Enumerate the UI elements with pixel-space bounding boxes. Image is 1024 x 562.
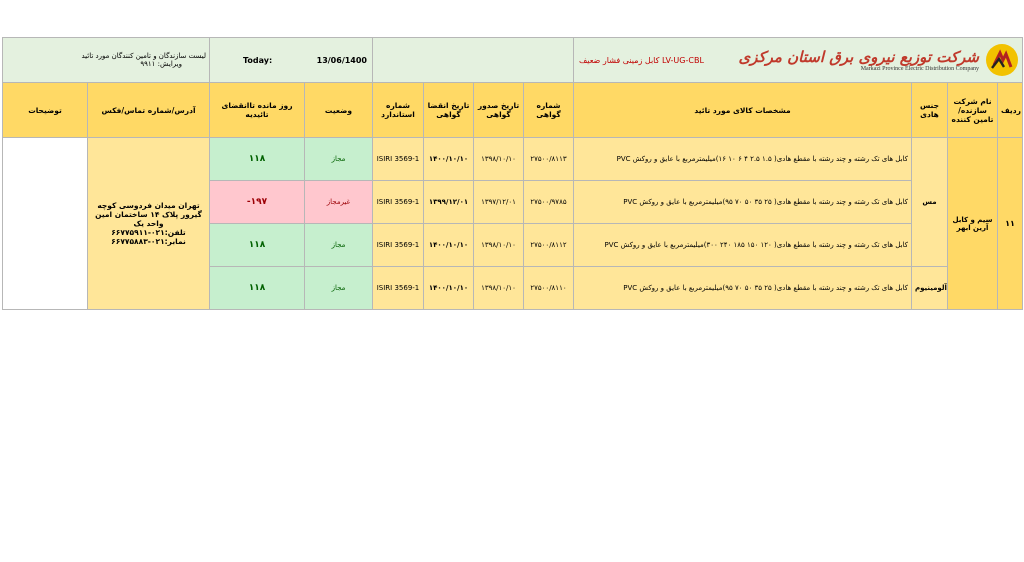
empty-header-cell[interactable] [373,38,574,83]
col-material[interactable]: جنس هادی [912,83,948,138]
col-notes[interactable]: توضیحات [3,83,88,138]
notes-cell[interactable] [3,138,88,310]
days-left-cell[interactable]: ۱۱۸ [210,267,305,310]
col-issue[interactable]: تاریخ صدور گواهی [474,83,524,138]
status-cell[interactable]: مجاز [305,224,373,267]
company-logo [738,43,1019,77]
sheet-header-row [3,38,1023,83]
status-cell[interactable]: غیرمجاز [305,181,373,224]
material-cell[interactable]: آلومینیوم [912,267,948,310]
col-days-left[interactable]: روز مانده تاانقضای تائیدیه [210,83,305,138]
today-date: 13/06/1400 [316,55,367,65]
issue-cell[interactable]: ۱۳۹۸/۱۰/۱۰ [474,267,524,310]
standard-cell[interactable]: ISIRI 3569-1 [373,138,424,181]
edition: ویرایش: ۹۹۱۱ [140,60,182,68]
status-cell[interactable]: مجاز [305,138,373,181]
cert-no-cell[interactable]: ۲۷۵۰۰/۸۱۱۰ [524,267,574,310]
approved-suppliers-table [2,37,1023,310]
column-header-row [3,83,1023,138]
address-cell[interactable] [88,138,210,310]
col-status[interactable]: وضعیت [305,83,373,138]
company-header-cell[interactable] [574,38,1023,83]
status-cell[interactable]: مجاز [305,267,373,310]
days-left-cell[interactable]: ۱۱۸ [210,138,305,181]
expire-cell[interactable]: ۱۳۹۹/۱۲/۰۱ [424,181,474,224]
company-fax: نمابر:۰۲۱-۶۶۷۷۵۸۸۳ [111,237,186,246]
company-address: تهران میدان فردوسی کوچه گیرور پلاک ۱۴ ساختمان امین واحد یک [95,201,202,228]
issue-cell[interactable]: ۱۳۹۸/۱۰/۱۰ [474,224,524,267]
col-standard[interactable]: شماره استاندارد [373,83,424,138]
col-row[interactable]: ردیف [998,83,1023,138]
company-name-fa: شرکت توزیع نیروی برق استان مرکزی [738,48,979,66]
expire-cell[interactable]: ۱۴۰۰/۱۰/۱۰ [424,224,474,267]
spec-cell[interactable]: کابل های تک رشته و چند رشته با مقطع هادی( ۲۵ ۳۵ ۵۰ ۷۰ ۹۵)میلیمترمربع با عایق و روکش PVC [574,267,912,310]
spec-cell[interactable]: کابل های تک رشته و چند رشته با مقطع هادی( ۱۲۰ ۱۵۰ ۱۸۵ ۲۴۰ ۳۰۰)میلیمترمربع با عایق و روکش PVC [574,224,912,267]
col-cert-no[interactable]: شماره گواهی [524,83,574,138]
issue-cell[interactable]: ۱۳۹۷/۱۲/۰۱ [474,181,524,224]
material-cell[interactable]: مس [912,138,948,267]
product-title: کابل زمینی فشار ضعیف LV-UG-CBL [579,55,704,65]
standard-cell[interactable]: ISIRI 3569-1 [373,224,424,267]
standard-cell[interactable]: ISIRI 3569-1 [373,181,424,224]
col-expire[interactable]: تاریخ انقضا گواهی [424,83,474,138]
issue-cell[interactable]: ۱۳۹۸/۱۰/۱۰ [474,138,524,181]
standard-cell[interactable]: ISIRI 3569-1 [373,267,424,310]
spreadsheet [2,37,1022,310]
col-address[interactable]: آدرس/شماره تماس/فکس [88,83,210,138]
cert-no-cell[interactable]: ۲۷۵۰۰/۸۱۱۳ [524,138,574,181]
days-left-cell[interactable]: -۱۹۷ [210,181,305,224]
row-number-cell[interactable]: ۱۱ [998,138,1023,310]
cert-no-cell[interactable]: ۲۷۵۰۰/۸۱۱۲ [524,224,574,267]
cert-no-cell[interactable]: ۲۷۵۰۰/۹۷۸۵ [524,181,574,224]
spec-cell[interactable]: کابل های تک رشته و چند رشته با مقطع هادی( ۲۵ ۳۵ ۵۰ ۷۰ ۹۵)میلیمترمربع با عایق و روکش PVC [574,181,912,224]
lightning-logo-icon [985,43,1019,77]
today-label: Today: [243,55,273,65]
today-cell[interactable] [210,38,373,83]
days-left-cell[interactable]: ۱۱۸ [210,224,305,267]
spec-cell[interactable]: کابل های تک رشته و چند رشته با مقطع هادی( ۱.۵ ۲.۵ ۴ ۶ ۱۰ ۱۶)میلیمترمربع با عایق و روکش PVC [574,138,912,181]
company-phone: تلفن:۰۲۱-۶۶۷۷۵۹۱۱ [111,228,186,237]
expire-cell[interactable]: ۱۴۰۰/۱۰/۱۰ [424,267,474,310]
col-maker[interactable]: نام شرکت سازنده/تامین کننده [948,83,998,138]
list-title-cell[interactable] [3,38,210,83]
list-title: لیست سازندگان و تامین کنندگان مورد تائید [81,52,206,60]
maker-cell[interactable]: سیم و کابل آرین ابهر [948,138,998,310]
col-spec[interactable]: مشخصات کالای مورد تائید [574,83,912,138]
table-row [3,138,1023,181]
company-name-en: Markazi Province Electric Distribution Company [860,66,979,72]
expire-cell[interactable]: ۱۴۰۰/۱۰/۱۰ [424,138,474,181]
